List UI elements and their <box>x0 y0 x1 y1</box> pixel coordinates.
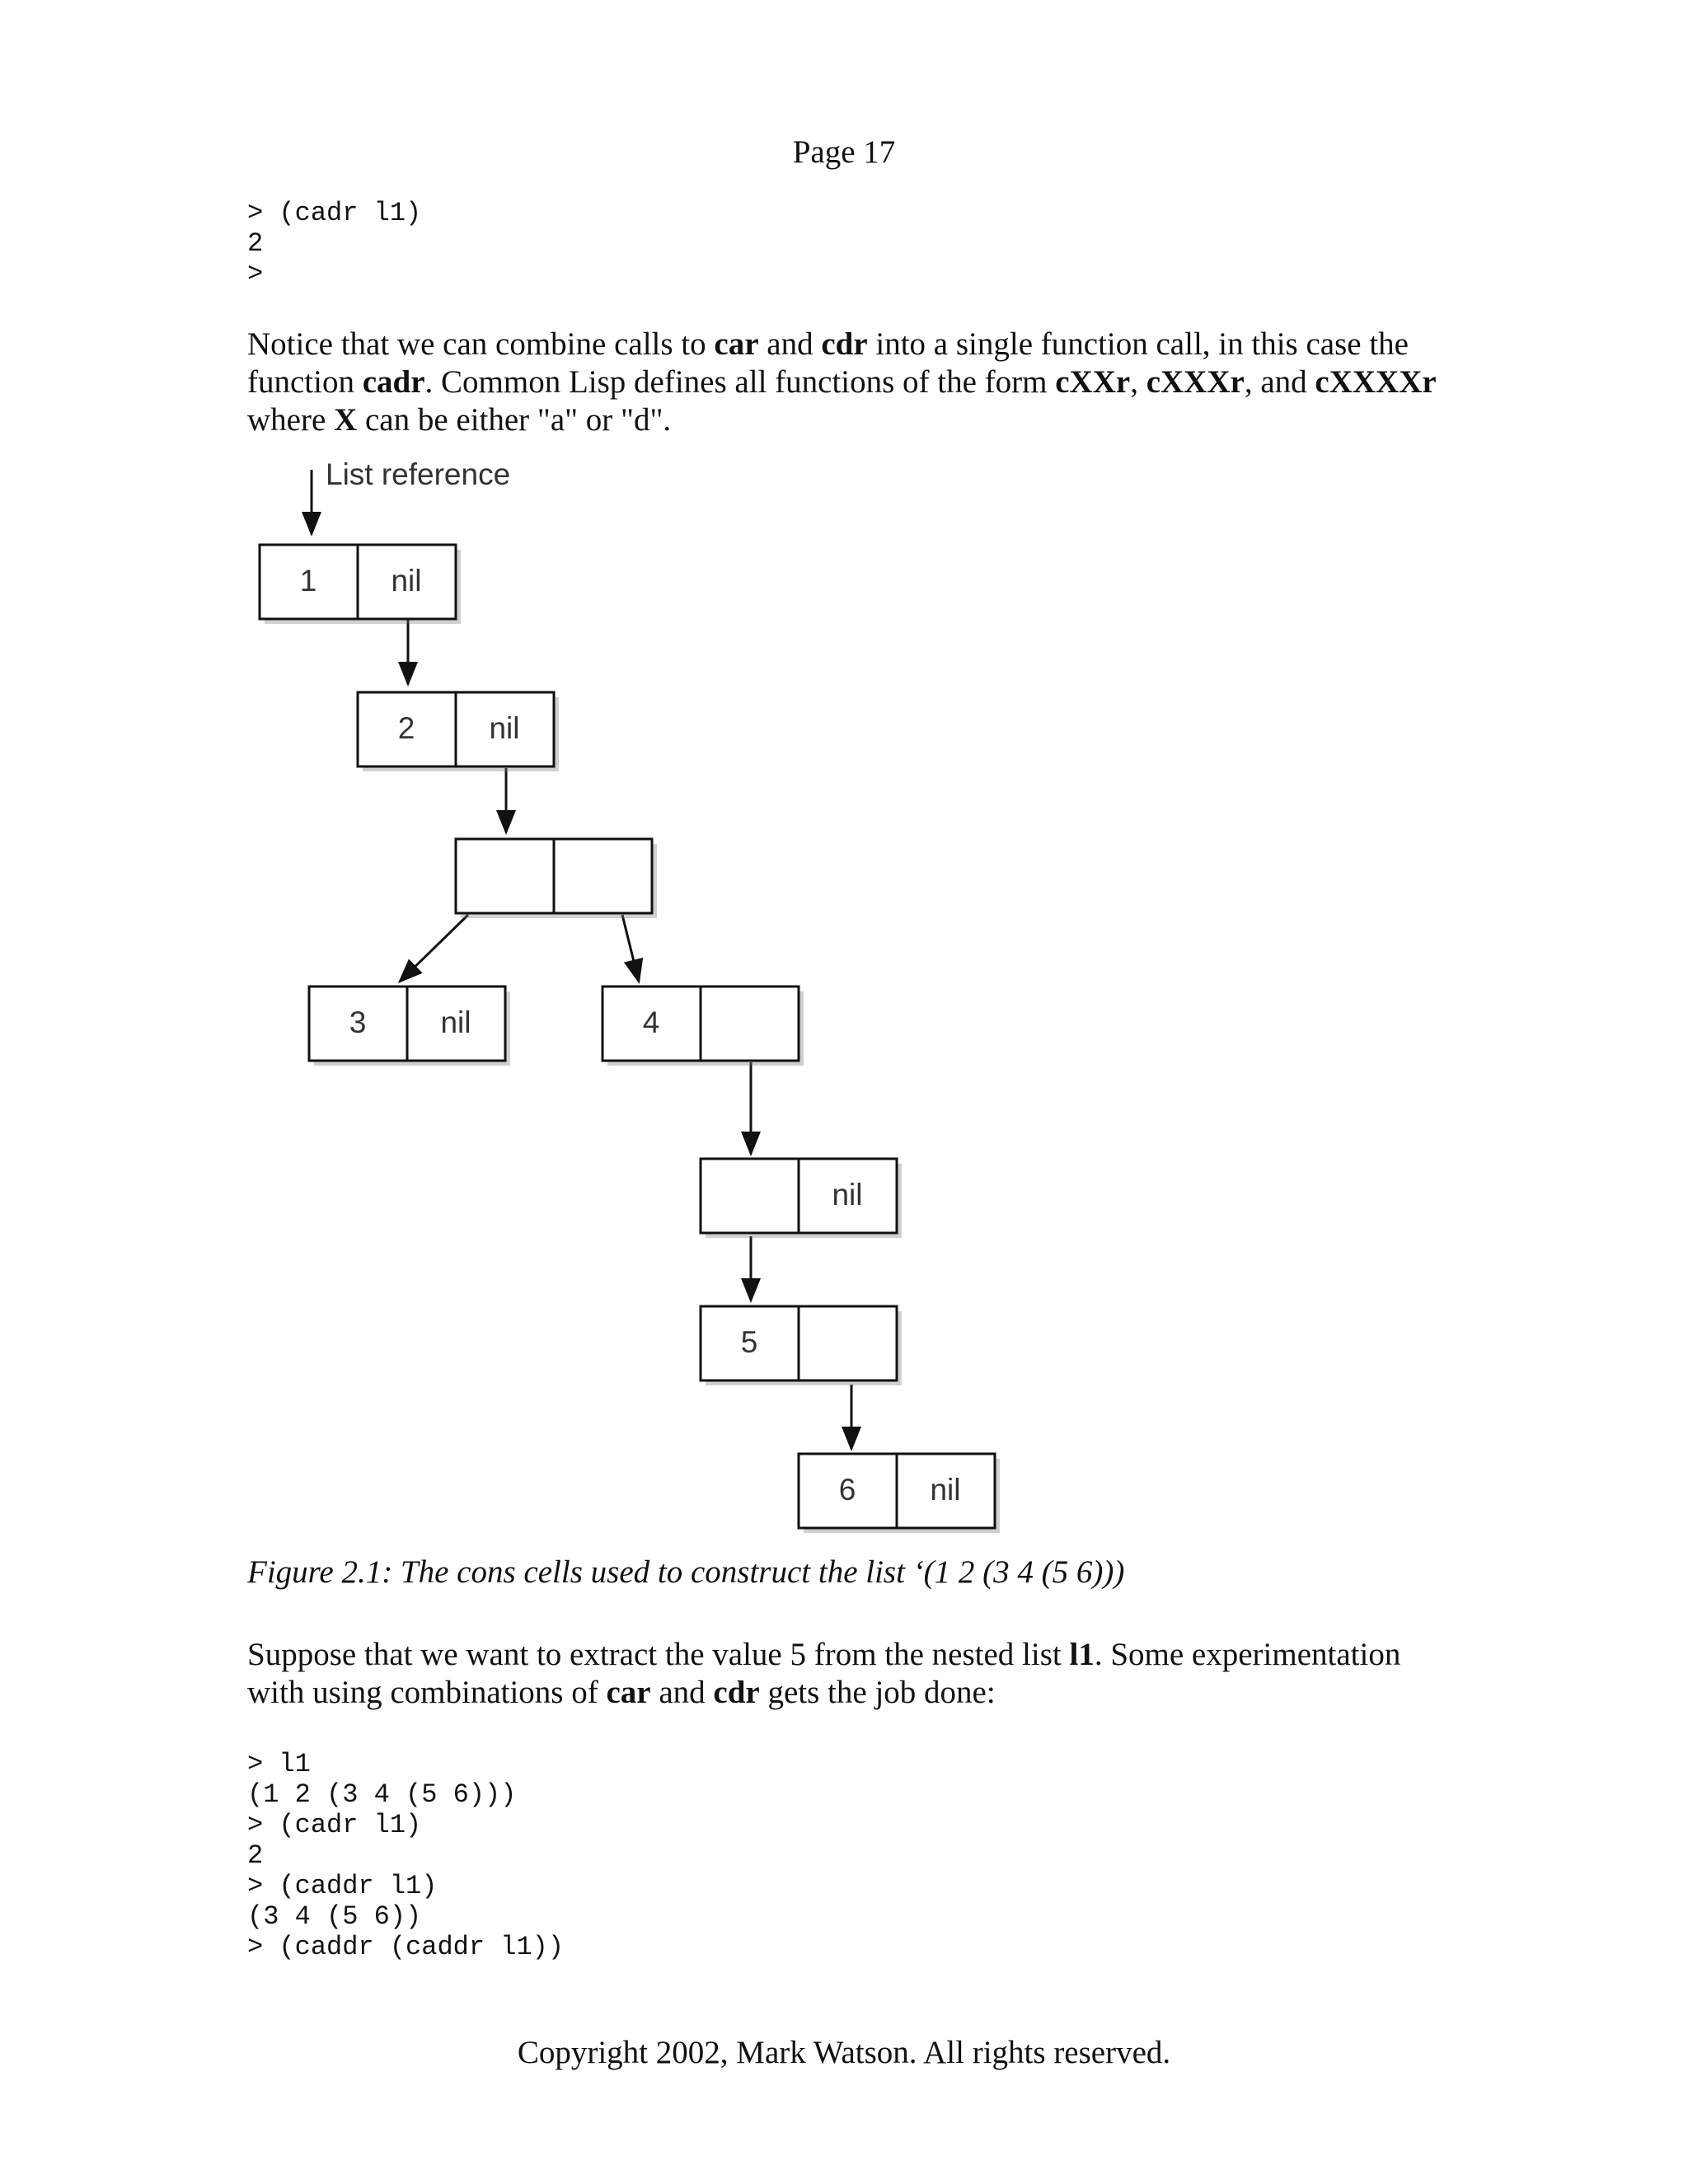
code-line: > <box>247 259 264 289</box>
term-car: car <box>714 326 759 362</box>
text: Notice that we can combine calls to <box>247 326 715 362</box>
text: . Common Lisp defines all functions of the form <box>424 364 1056 400</box>
cons-cell-8 <box>799 1454 1000 1533</box>
cell-cdr-value: nil <box>440 1005 471 1039</box>
code-block-bottom <box>247 1749 564 1962</box>
text: , and <box>1244 364 1315 400</box>
cell-car-value: 5 <box>740 1325 758 1359</box>
text: and <box>758 326 822 362</box>
code-line: > l1 <box>247 1749 311 1779</box>
code-line: 2 <box>247 228 264 259</box>
term-cxxxxr: cXXXXr <box>1315 364 1437 400</box>
list-reference-label: List reference <box>326 457 511 491</box>
code-line: > (cadr l1) <box>247 1810 422 1840</box>
page-number: Page 17 <box>792 134 896 170</box>
text: can be either "a" or "d". <box>357 402 672 438</box>
cons-cell-4 <box>309 987 510 1066</box>
figure-caption: Figure 2.1: The cons cells used to construct the list ‘(1 2 (3 4 (5 6))) <box>247 1554 1125 1590</box>
term-l1: l1 <box>1069 1637 1095 1672</box>
arrow-cell-3-to-sublist-b <box>622 915 639 982</box>
cons-cell-3 <box>456 839 657 918</box>
text: gets the job done: <box>759 1675 996 1710</box>
cons-cell-1 <box>260 545 461 624</box>
cons-cell-2 <box>358 692 559 771</box>
cell-cdr-value: nil <box>391 564 422 598</box>
term-cxxxr: cXXXr <box>1146 364 1245 400</box>
term-cadr: cadr <box>362 364 425 400</box>
code-line: > (cadr l1) <box>247 198 422 228</box>
cell-car-value: 1 <box>299 564 317 598</box>
cell-cdr-value: nil <box>832 1178 863 1212</box>
cell-cdr-value: nil <box>489 711 520 745</box>
cell-car-value: 3 <box>349 1005 367 1039</box>
term-cxxr: cXXr <box>1055 364 1131 400</box>
cons-cell-5 <box>603 987 804 1066</box>
copyright-footer: Copyright 2002, Mark Watson. All rights reserved. <box>517 2035 1171 2070</box>
paragraph-extract-value <box>247 1636 1451 1712</box>
cell-car-value: 2 <box>397 711 415 745</box>
cons-cell-7 <box>701 1306 902 1385</box>
code-line: (3 4 (5 6)) <box>247 1901 422 1932</box>
cell-cdr-value: nil <box>930 1473 961 1507</box>
arrow-cell-3-to-sublist-a <box>400 915 468 982</box>
text: . Some experimentation with using combinations of <box>247 1637 1401 1710</box>
text: Suppose that we want to extract the value 5 from the nested list <box>247 1637 1070 1672</box>
term-cdr: cdr <box>821 326 868 362</box>
code-line: > (caddr l1) <box>247 1871 438 1901</box>
term-x: X <box>334 402 358 438</box>
cons-cell-6 <box>701 1159 902 1238</box>
code-line: 2 <box>247 1840 264 1871</box>
code-line: (1 2 (3 4 (5 6))) <box>247 1779 517 1810</box>
text: where <box>247 402 335 438</box>
term-cdr: cdr <box>713 1675 760 1710</box>
cell-car-value: 4 <box>642 1005 660 1039</box>
text: and <box>650 1675 714 1710</box>
term-car: car <box>606 1675 651 1710</box>
text: into a single function call, in this case the function <box>247 326 1409 400</box>
cell-car-value: 6 <box>838 1473 856 1507</box>
code-line: > (caddr (caddr l1)) <box>247 1932 565 1962</box>
text: , <box>1130 364 1146 400</box>
